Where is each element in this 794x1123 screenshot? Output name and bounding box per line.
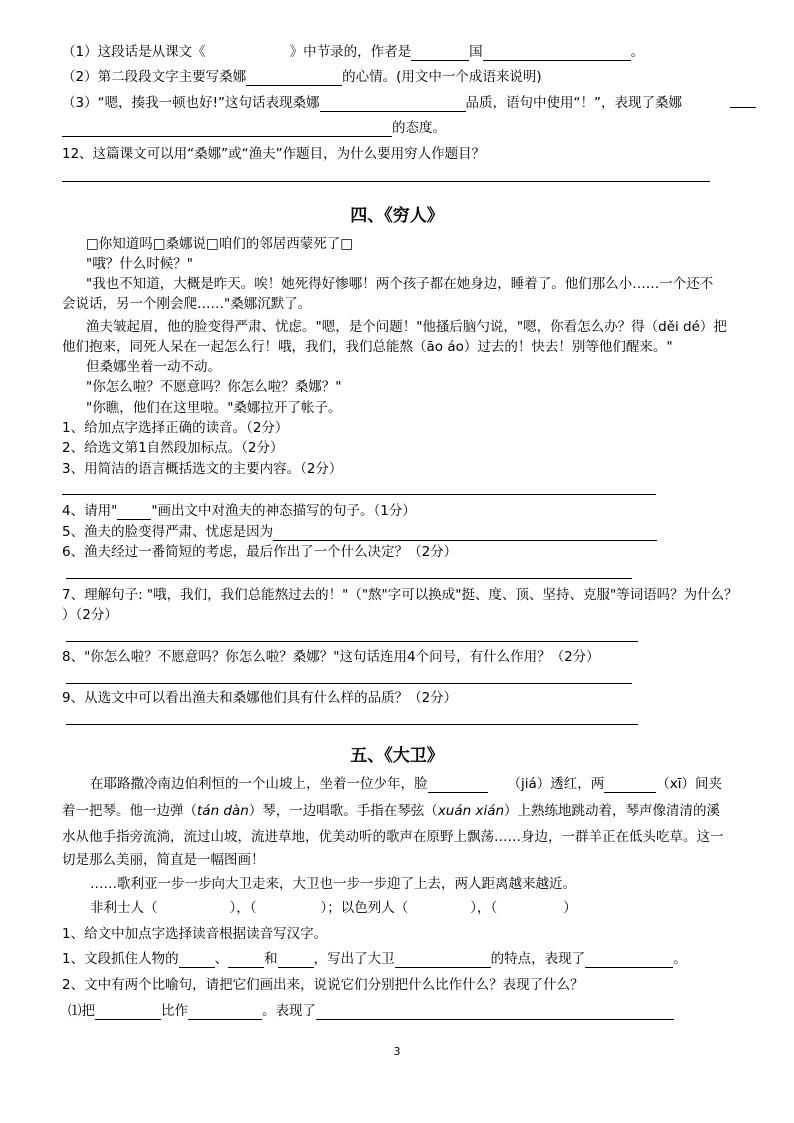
question-text: 1、给文中加点字选择读音根据读音写汉字。 [62, 926, 328, 942]
passage-line: 他们抱来，同死人呆在一起怎么行！哦，我们，我们总能熬（āo áo）过去的！快去！别等他们醒来。" [62, 339, 673, 355]
question-text: 4、请用" [62, 503, 118, 519]
question-text: 7、理解句子: "哦，我们，我们总能熬过去的！"（"熬"字可以换成"挺、度、顶、坚持、克服"等词语吗？为什么？ [62, 587, 738, 603]
name-list [90, 900, 577, 917]
question-text: 2、给选文第1自然段加标点。（2分） [62, 440, 284, 456]
passage-line: 但桑娜坐着一动不动。 [86, 359, 221, 375]
answer-blank[interactable] [585, 953, 673, 968]
passage-text: ） [563, 900, 577, 916]
page-number: 3 [393, 1045, 401, 1058]
q12-text: 12、这篇课文可以用“桑娜”或“渔夫”作题目，为什么要用穷人作题目？ [62, 146, 486, 162]
answer-blank[interactable] [228, 953, 264, 968]
answer-line[interactable] [62, 181, 710, 182]
q11-line1 [62, 44, 644, 61]
passage-line: 切是那么美丽，简直是一幅图画！ [62, 852, 265, 868]
answer-line[interactable] [62, 494, 656, 495]
passage-line: ……歌利亚一步一步向大卫走来，大卫也一步一步迎了上去，两人距离越来越近。 [90, 876, 576, 892]
answer-blank[interactable] [278, 953, 314, 968]
section-title: 四、《穷人》 [350, 206, 444, 226]
question-text: 和 [264, 951, 278, 967]
question-1b [62, 951, 687, 968]
question-text: "画出文中对渔夫的神态描写的句子。（1分） [151, 503, 416, 519]
answer-blank[interactable] [246, 71, 342, 86]
answer-blank[interactable] [483, 46, 631, 61]
q11-text: 品质，语句中使用“！”，表现了桑娜 [465, 95, 682, 111]
passage-line: 会说话，另一个刚会爬……"桑娜沉默了。 [62, 296, 312, 312]
question-text: 1、给加点字选择正确的读音。（2分） [62, 420, 289, 436]
q11-text: 。 [630, 44, 645, 60]
question-text: 8、"你怎么啦？不愿意吗？你怎么啦？桑娜？"这句话连用4个问号，有什么作用？（2分） [62, 649, 600, 665]
q11-text: 》中节录的，作者是 [289, 44, 412, 60]
answer-line[interactable] [66, 578, 632, 579]
passage-line: "哦？什么时候？" [86, 256, 193, 272]
answer-blank[interactable] [730, 107, 756, 108]
passage-line: □你知道吗□桑娜说□咱们的邻居西蒙死了□ [86, 236, 354, 252]
answer-line[interactable] [66, 683, 632, 684]
answer-blank[interactable] [179, 953, 215, 968]
pinyin: tán dàn [197, 803, 249, 819]
answer-line[interactable] [66, 724, 638, 725]
question-text: ⑴把 [68, 1003, 95, 1019]
answer-blank[interactable] [320, 97, 466, 112]
q11-line3 [62, 95, 682, 112]
question-text: 9、从选文中可以看出渔夫和桑娜他们具有什么样的品质？（2分） [62, 690, 458, 706]
q11-text: 国 [469, 44, 483, 60]
passage-text: ），（ [229, 900, 257, 916]
answer-blank[interactable] [273, 526, 657, 541]
pinyin: xuán xián [437, 803, 505, 819]
question-text: 3、用简洁的语言概括选文的主要内容。（2分） [62, 461, 343, 477]
q11-text: （1）这段话是从课文《 [62, 44, 206, 60]
answer-blank[interactable] [188, 1005, 262, 1020]
question-2a [68, 1003, 674, 1020]
question-text: 比作 [161, 1003, 188, 1019]
passage-line: "我也不知道，大概是昨天。唉！她死得好惨哪！两个孩子都在她身边，睡着了。他们那么小……一个还不 [86, 276, 714, 292]
q11-text: （2）第二段段文字主要写桑娜 [62, 69, 247, 85]
passage-text: ）；以色列人（ [320, 900, 409, 916]
answer-blank[interactable] [95, 1005, 161, 1020]
question-text: 。表现了 [262, 1003, 316, 1019]
passage-line [90, 776, 722, 793]
answer-blank[interactable] [411, 46, 469, 61]
question-text: 的特点，表现了 [490, 951, 586, 967]
q11-line2 [62, 69, 542, 86]
question-text: 2、文中有两个比喻句，请把它们画出来，说说它们分别把什么比作什么？表现了什么？ [62, 977, 584, 993]
answer-blank[interactable] [428, 778, 488, 793]
question-text: 1、文段抓住人物的 [62, 951, 179, 967]
passage-text: （jiá）透红，两 [507, 776, 605, 792]
q11-line4 [62, 120, 446, 137]
passage-text: 在耶路撒冷南边伯利恒的一个山坡上，坐着一位少年，脸 [90, 776, 428, 792]
answer-blank[interactable] [395, 953, 491, 968]
passage-text: 非利士人（ [90, 900, 158, 916]
passage-text: ），（ [470, 900, 498, 916]
question-text: ）（2分） [62, 607, 118, 623]
question-5 [62, 524, 657, 541]
section-title: 五、《大卫》 [350, 746, 444, 766]
passage-text: ）琴，一边唱歌。手指在琴弦（ [248, 803, 438, 819]
question-text: 。 [673, 951, 687, 967]
question-text: 5、渔夫的脸变得严肃、忧虑是因为 [62, 524, 274, 540]
answer-blank[interactable] [117, 505, 151, 520]
passage-text: （xī）间夹 [656, 776, 723, 792]
answer-blank[interactable] [316, 1005, 674, 1020]
passage-line: 水从他手指旁流淌，流过山坡，流进草地，优美动听的歌声在原野上飘荡……身边，一群羊正在低头吃草。这一 [62, 829, 724, 845]
passage-line: "你瞧，他们在这里啦。"桑娜拉开了帐子。 [86, 400, 342, 416]
passage-line: 渔夫皱起眉，他的脸变得严肃、忧虑。"嗯，是个问题！"他搔后脑勺说，"嗯，你看怎么办？得（děi dé）把 [86, 319, 727, 335]
answer-blank[interactable] [604, 778, 656, 793]
passage-line: "你怎么啦？不愿意吗？你怎么啦？桑娜？" [86, 379, 342, 395]
q11-text: 的心情。(用文中一个成语来说明) [342, 69, 542, 85]
passage-line [62, 803, 720, 820]
question-4 [62, 503, 416, 520]
q11-text: 的态度。 [392, 120, 446, 136]
answer-blank[interactable] [62, 122, 392, 137]
passage-text: ）上熟练地跳动着，琴声像清清的溪 [504, 803, 721, 819]
passage-text: 着一把琴。他一边弹（ [62, 803, 197, 819]
question-text: 6、渔夫经过一番简短的考虑，最后作出了一个什么决定？（2分） [62, 544, 458, 560]
q11-text: （3）“嗯，揍我一顿也好!”这句话表现桑娜 [62, 95, 320, 111]
answer-line[interactable] [66, 641, 638, 642]
question-text: 、 [214, 951, 229, 967]
question-text: ，写出了大卫 [313, 951, 395, 967]
